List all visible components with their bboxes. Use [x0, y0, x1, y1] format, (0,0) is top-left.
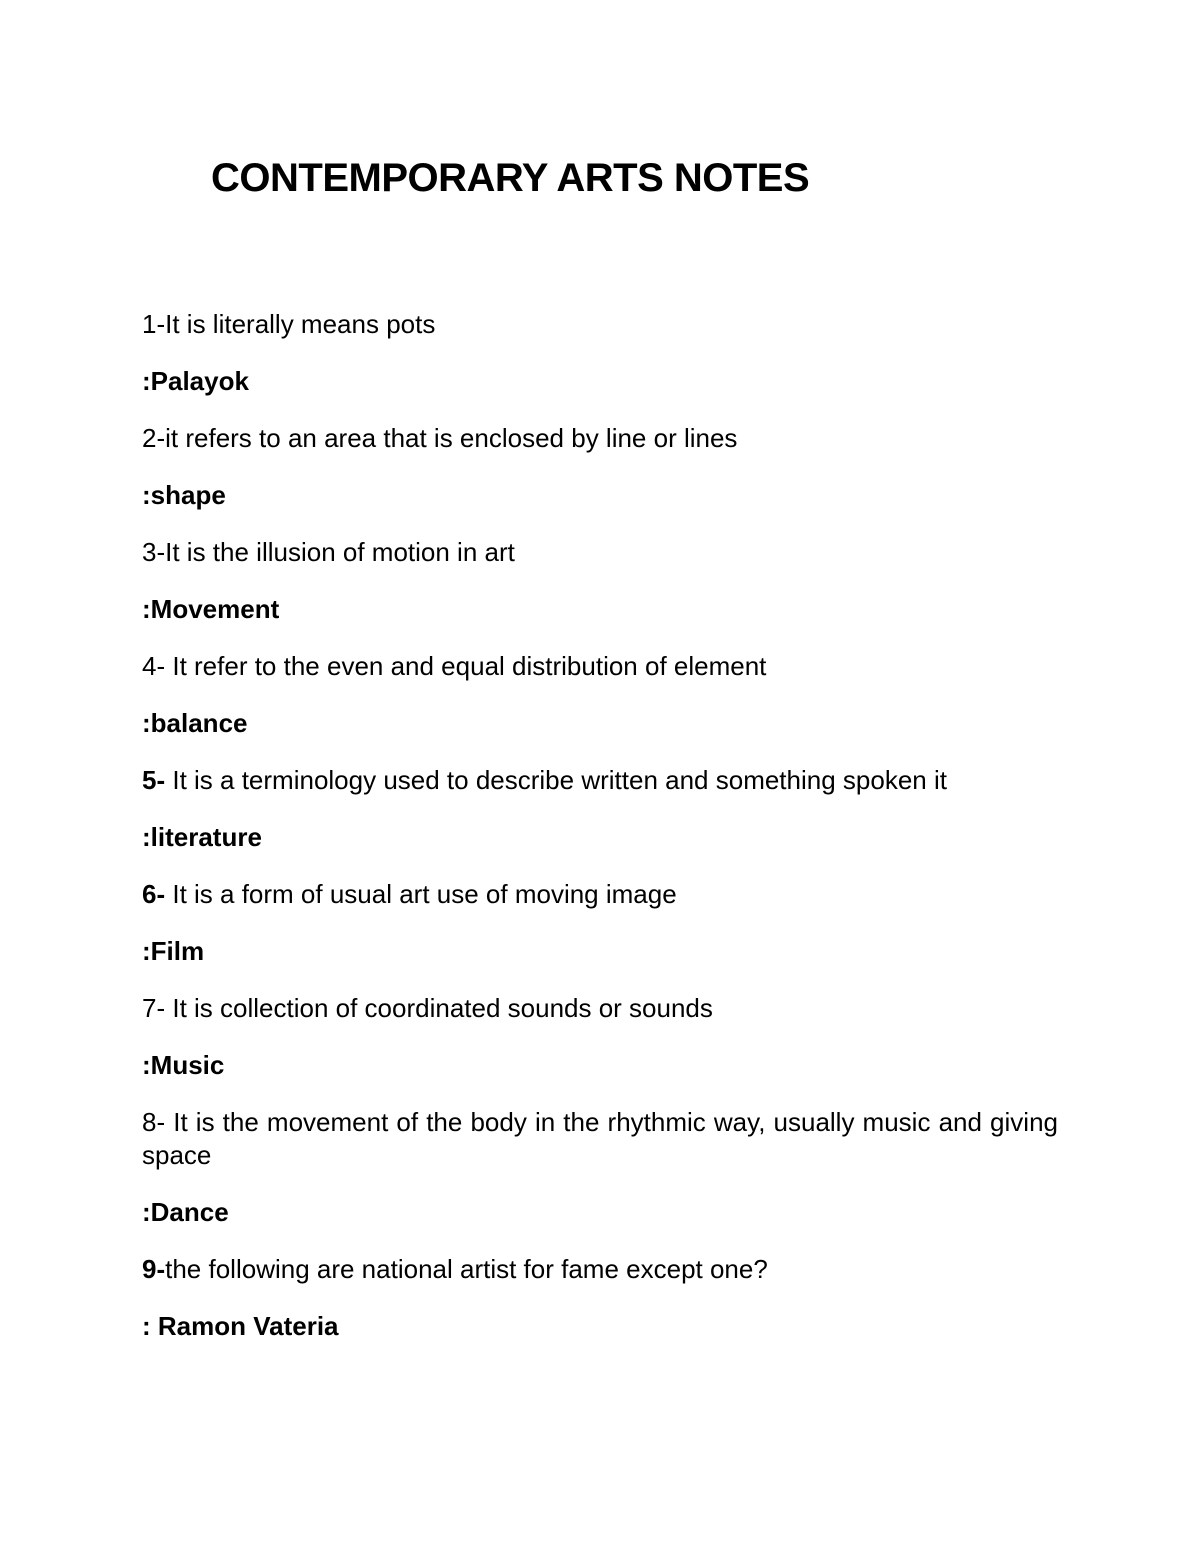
answer-3: :Movement — [142, 594, 280, 624]
question-text: It is the movement of the body in the rhythmic way, usually music and giving space — [142, 1107, 1058, 1170]
question-number: 2- — [142, 423, 166, 453]
question-4 — [142, 650, 1058, 683]
question-text: the following are national artist for fame except one? — [165, 1254, 768, 1284]
question-number: 8- — [142, 1107, 166, 1137]
question-number: 5- — [142, 765, 166, 795]
question-text: It is a terminology used to describe written and something spoken it — [165, 765, 947, 795]
question-number: 6- — [142, 879, 166, 909]
answer-8: :Dance — [142, 1197, 229, 1227]
answer-2: :shape — [142, 480, 226, 510]
question-number: 7- — [142, 993, 166, 1023]
question-3 — [142, 536, 1058, 569]
question-8 — [142, 1106, 1058, 1172]
notes-list — [142, 308, 1058, 1367]
answer-5: :literature — [142, 822, 262, 852]
question-number: 4- — [142, 651, 166, 681]
answer-4: :balance — [142, 708, 248, 738]
answer-6: :Film — [142, 936, 205, 966]
question-5 — [142, 764, 1058, 797]
question-text: It is collection of coordinated sounds or sounds — [165, 993, 713, 1023]
question-number: 3- — [142, 537, 166, 567]
question-1 — [142, 308, 1058, 341]
question-2 — [142, 422, 1058, 455]
question-number: 9- — [142, 1254, 166, 1284]
answer-9: : Ramon Vateria — [142, 1311, 339, 1341]
question-text: It is a form of usual art use of moving image — [165, 879, 677, 909]
question-7 — [142, 992, 1058, 1025]
answer-7: :Music — [142, 1050, 225, 1080]
question-number: 1- — [142, 309, 166, 339]
question-6 — [142, 878, 1058, 911]
answer-1: :Palayok — [142, 366, 249, 396]
question-text: It is literally means pots — [165, 309, 436, 339]
question-text: it refers to an area that is enclosed by line or lines — [165, 423, 738, 453]
question-text: It is the illusion of motion in art — [165, 537, 515, 567]
question-text: It refer to the even and equal distribution of element — [165, 651, 767, 681]
question-9 — [142, 1253, 1058, 1286]
page-title: CONTEMPORARY ARTS NOTES — [211, 156, 810, 200]
